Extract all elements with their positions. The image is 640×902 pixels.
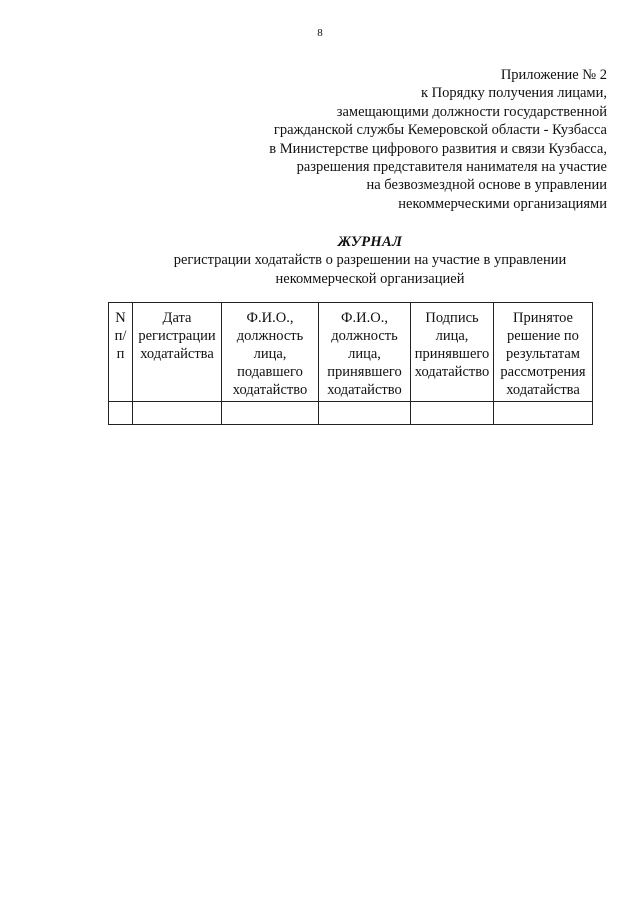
- journal-subtitle-line-1: регистрации ходатайств о разрешении на участие в управлении: [173, 252, 567, 269]
- column-header-registration-date: Дата регистрации ходатайства: [133, 303, 222, 402]
- column-header-signature: Подпись лица, принявшего ходатайство: [411, 303, 494, 402]
- appendix-line: гражданской службы Кемеровской области - Кузбасса: [273, 122, 607, 139]
- table-cell: [494, 402, 593, 425]
- appendix-line: разрешения представителя нанимателя на участие: [296, 159, 607, 176]
- table-cell: [109, 402, 133, 425]
- appendix-line: замещающими должности государственной: [336, 103, 607, 120]
- column-header-receiver: Ф.И.О., должность лица, принявшего ходатайство: [319, 303, 411, 402]
- column-header-decision: Принятое решение по результатам рассмотрения ходатайства: [494, 303, 593, 402]
- page-number: 8: [317, 27, 323, 39]
- appendix-line: в Министерстве цифрового развития и связи Кузбасса,: [269, 140, 607, 157]
- column-header-number: N п/ п: [109, 303, 133, 402]
- table-row: [109, 402, 593, 425]
- appendix-line: на безвозмездной основе в управлении: [366, 177, 607, 194]
- journal-subtitle-line-2: некоммерческой организацией: [275, 270, 465, 287]
- table-cell: [222, 402, 319, 425]
- journal-title-block: [150, 233, 590, 288]
- appendix-header: [269, 66, 607, 213]
- column-header-applicant: Ф.И.О., должность лица, подавшего ходатайство: [222, 303, 319, 402]
- appendix-line: некоммерческими организациями: [398, 195, 607, 212]
- table-cell: [133, 402, 222, 425]
- appendix-line: к Порядку получения лицами,: [420, 85, 607, 102]
- appendix-line: Приложение № 2: [500, 67, 607, 83]
- journal-title: ЖУРНАЛ: [337, 234, 403, 250]
- table-cell: [319, 402, 411, 425]
- table-header-row: [109, 303, 593, 402]
- table-cell: [411, 402, 494, 425]
- register-table: [108, 302, 593, 425]
